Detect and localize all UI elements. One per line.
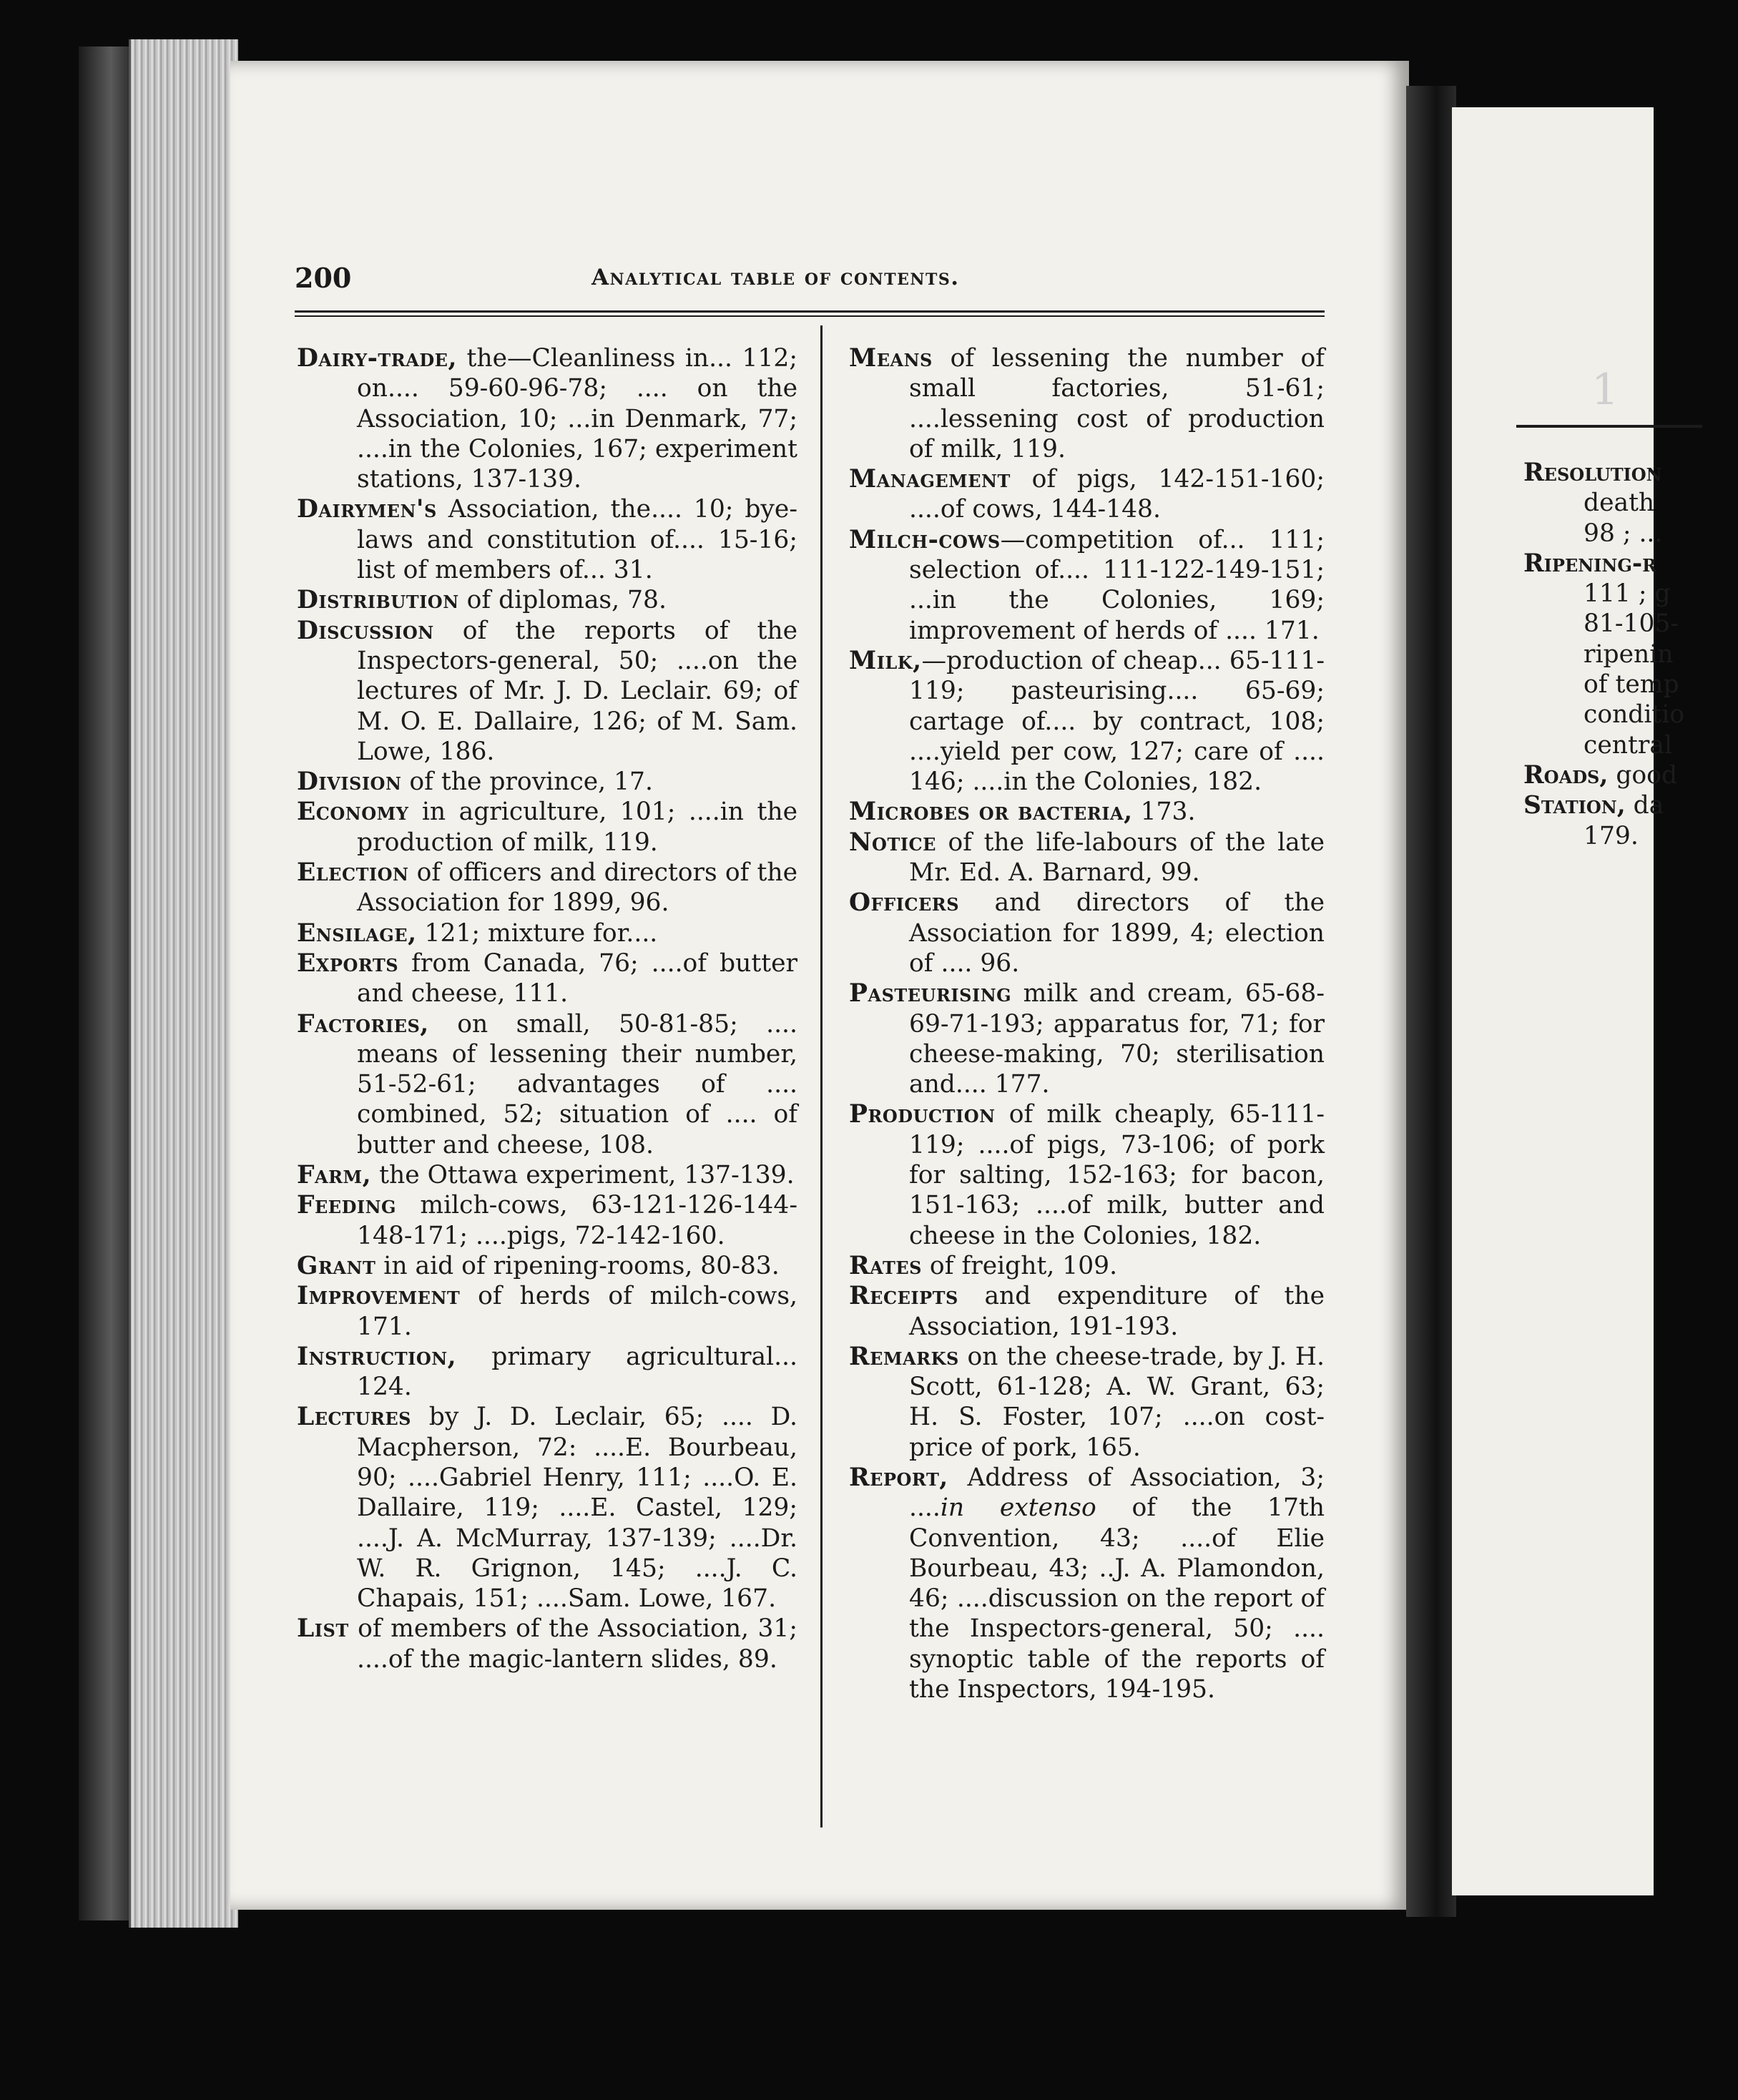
index-entry: [297, 343, 797, 494]
facing-page-text-fragment: ripenin: [1584, 639, 1674, 669]
index-entry: [297, 1190, 797, 1251]
facing-page-keyword: Roads,: [1523, 760, 1609, 790]
page-header: [295, 262, 1325, 305]
index-text: of freight, 109.: [921, 1251, 1118, 1280]
index-keyword: Milk,: [849, 646, 922, 675]
index-text: Association, the.... 10; bye-laws and constitution of.... 15-16; list of members of... 31.: [357, 495, 797, 585]
index-text: on small, 50-81-85; .... means of lessening their number, 51-52-61; advantages of .... combined, 52; situation of .... of butter and cheese, 108.: [357, 1009, 797, 1159]
index-text: of lessening the number of small factories, 51-61; ....lessening cost of production of milk, 119.: [909, 344, 1325, 463]
index-entry: [297, 948, 797, 1009]
index-keyword: Report,: [849, 1463, 948, 1492]
facing-page-text-fragment: central: [1584, 730, 1672, 760]
index-text: of the life-labours of the late Mr. Ed. A. Barnard, 99.: [909, 828, 1325, 888]
index-entry: [849, 888, 1325, 978]
index-text: the—Cleanliness in... 112; on.... 59-60-96-78; .... on the Association, 10; ...in Denmark, 77; ....in the Colonies, 167; experiment stations, 137-139.: [357, 344, 797, 494]
page-edges: [129, 39, 238, 1928]
facing-page-keyword: Resolution: [1523, 458, 1662, 487]
index-text: by J. D. Leclair, 65; .... D. Macpherson, 72: ....E. Bourbeau, 90; ....Gabriel Henry, 111; ....O. E. Dallaire, 119; ....E. Castel, 129; ....J. A. McMurray, 137-139; ....Dr. W. R. Grignon, 145; ....J. C. Chapais, 151; ....Sam. Lowe, 167.: [357, 1403, 797, 1614]
index-column-left: [297, 343, 797, 1674]
index-keyword: Notice: [849, 828, 936, 857]
index-entry: [297, 797, 797, 858]
index-entry: [297, 918, 797, 948]
facing-page-line: [1523, 579, 1738, 609]
index-entry: [297, 858, 797, 918]
facing-page-line: [1523, 609, 1738, 639]
index-keyword: Distribution: [297, 586, 459, 615]
index-entry: [849, 797, 1325, 827]
index-entry: [297, 1160, 797, 1190]
index-entry: [297, 1281, 797, 1342]
index-keyword: Improvement: [297, 1282, 461, 1311]
index-text: on the cheese-trade, by J. H. Scott, 61-128; A. W. Grant, 63; H. S. Foster, 107; ....on cost-price of pork, 165.: [909, 1342, 1325, 1462]
index-entry: [849, 525, 1325, 646]
index-entry: [297, 494, 797, 585]
facing-page-mark: 1: [1591, 365, 1619, 415]
facing-page-text-fragment: good: [1608, 760, 1678, 790]
index-entry: [297, 1402, 797, 1614]
index-entry: [297, 616, 797, 767]
facing-page-line: [1523, 821, 1738, 851]
index-keyword: Farm,: [297, 1161, 372, 1190]
facing-page-line: [1523, 549, 1738, 579]
index-keyword: Milch-cows: [849, 525, 1001, 554]
index-text: 173.: [1132, 798, 1196, 827]
facing-page-text-fragment: 81-105-: [1584, 609, 1679, 639]
column-divider: [820, 325, 823, 1827]
index-keyword: Factories,: [297, 1009, 429, 1039]
index-entry: [849, 464, 1325, 525]
index-text: of milk cheaply, 65-111-119; ....of pigs, 73-106; of pork for salting, 152-163; for bacon, 151-163; ....of milk, butter and cheese in the Colonies, 182.: [909, 1100, 1325, 1250]
index-italic-text: in extenso: [940, 1493, 1096, 1523]
facing-page-text-fragment: of temp: [1584, 670, 1679, 700]
facing-page-text-fragment: conditio: [1584, 700, 1685, 730]
index-text: primary agricultural... 124.: [357, 1342, 797, 1402]
index-entry: [297, 767, 797, 797]
index-entry: [297, 1614, 797, 1674]
index-text: and expenditure of the Association, 191-193.: [909, 1282, 1325, 1341]
page-number: 200: [295, 262, 352, 294]
index-keyword: Division: [297, 767, 402, 797]
index-text: of officers and directors of the Association for 1899, 96.: [357, 858, 797, 918]
index-text: —competition of... 111; selection of.... 111-122-149-151; ...in the Colonies, 169; improvement of herds of .... 171.: [909, 525, 1325, 645]
header-rule: [295, 310, 1325, 317]
index-keyword: Exports: [297, 948, 399, 978]
facing-page-line: [1523, 519, 1738, 549]
index-keyword: Rates: [849, 1251, 922, 1280]
index-text: of members of the Association, 31; ....of the magic-lantern slides, 89.: [348, 1614, 797, 1674]
index-entry: [297, 585, 797, 615]
index-entry: [849, 1099, 1325, 1250]
facing-page-keyword: Ripening-r: [1523, 549, 1657, 578]
index-keyword: Management: [849, 465, 1011, 494]
index-entry: [849, 1342, 1325, 1463]
index-text: of diplomas, 78.: [458, 586, 667, 615]
facing-page-line: [1523, 639, 1738, 669]
index-keyword: Remarks: [849, 1342, 959, 1371]
facing-page-line: [1523, 760, 1738, 790]
index-keyword: Ensilage,: [297, 918, 417, 948]
index-keyword: Lectures: [297, 1403, 412, 1432]
index-keyword: Pasteurising: [849, 979, 1012, 1009]
facing-page-text: [1523, 458, 1738, 851]
index-keyword: Economy: [297, 798, 409, 827]
index-keyword: Dairymen's: [297, 495, 437, 524]
facing-page-keyword: Station,: [1523, 791, 1626, 820]
index-keyword: Officers: [849, 888, 960, 918]
index-text: of the province, 17.: [401, 767, 653, 797]
index-text: of the reports of the Inspectors-general, 50; ....on the lectures of Mr. J. D. Leclair. 69; of M. O. E. Dallaire, 126; of M. Sam. Lowe, 186.: [357, 616, 797, 766]
index-text: milch-cows, 63-121-126-144-148-171; ....pigs, 72-142-160.: [357, 1191, 797, 1250]
index-text: in agriculture, 101; ....in the production of milk, 119.: [357, 798, 797, 857]
index-keyword: Grant: [297, 1251, 376, 1280]
index-entry: [297, 1251, 797, 1281]
index-keyword: Means: [849, 344, 933, 373]
index-text: milk and cream, 65-68-69-71-193; apparatus for, 71; for cheese-making, 70; sterilisation and.... 177.: [909, 979, 1325, 1099]
facing-page-text-fragment: 179.: [1584, 821, 1639, 850]
facing-page-line: [1523, 669, 1738, 700]
facing-page-line: [1523, 488, 1738, 518]
facing-page-line: [1523, 730, 1738, 760]
facing-page-line: [1523, 700, 1738, 730]
index-column-right: [849, 343, 1325, 1704]
index-entry: [849, 978, 1325, 1099]
index-entry: [849, 828, 1325, 888]
running-title: Analytical table of contents.: [591, 265, 960, 290]
index-entry: [297, 1009, 797, 1160]
index-keyword: Production: [849, 1100, 996, 1129]
facing-page-text-fragment: 98 ; ...: [1584, 519, 1663, 548]
index-keyword: Discussion: [297, 616, 434, 645]
index-entry: [849, 1281, 1325, 1342]
index-keyword: List: [297, 1614, 349, 1644]
index-keyword: Receipts: [849, 1282, 958, 1311]
index-text: and directors of the Association for 1899, 4; election of .... 96.: [909, 888, 1325, 978]
spine-shadow: [79, 46, 132, 1920]
index-keyword: Instruction,: [297, 1342, 457, 1371]
facing-page-rule: [1516, 425, 1702, 428]
index-entry: [849, 646, 1325, 797]
book-gutter: [1406, 86, 1456, 1917]
index-entry: [849, 1251, 1325, 1281]
index-keyword: Election: [297, 858, 409, 888]
facing-page-fragment: [1452, 107, 1685, 1895]
facing-page-line: [1523, 790, 1738, 820]
index-text: —production of cheap... 65-111-119; pasteurising.... 65-69; cartage of.... by contract, 108; ....yield per cow, 127; care of .... 146; ....in the Colonies, 182.: [909, 646, 1325, 797]
index-keyword: Dairy-trade,: [297, 344, 457, 373]
index-text: 121; mixture for....: [416, 918, 658, 948]
index-keyword: Feeding: [297, 1191, 397, 1220]
facing-page-text-fragment: da: [1625, 791, 1664, 820]
index-text: from Canada, 76; ....of butter and cheese, 111.: [357, 948, 797, 1009]
index-text: in aid of ripening-rooms, 80-83.: [375, 1251, 780, 1280]
index-text: the Ottawa experiment, 137-139.: [371, 1161, 795, 1190]
index-entry: [849, 1463, 1325, 1704]
index-keyword: Microbes or bacteria,: [849, 798, 1133, 827]
index-entry: [297, 1342, 797, 1403]
index-text: of pigs, 142-151-160; ....of cows, 144-148.: [909, 465, 1325, 524]
facing-page-text-fragment: death: [1584, 489, 1655, 518]
index-text: of herds of milch-cows, 171.: [357, 1282, 797, 1341]
facing-page-line: [1523, 458, 1738, 488]
index-text: Address of Association, 3; ....: [909, 1463, 1325, 1523]
index-text: of the 17th Convention, 43; ....of Elie Bourbeau, 43; ..J. A. Plamondon, 46; ....discussion on the report of the Inspectors-general, 50; .... synoptic table of the reports of the Inspectors, 194-195.: [909, 1493, 1325, 1704]
facing-page-text-fragment: 111 ; g: [1584, 579, 1671, 609]
index-entry: [849, 343, 1325, 464]
